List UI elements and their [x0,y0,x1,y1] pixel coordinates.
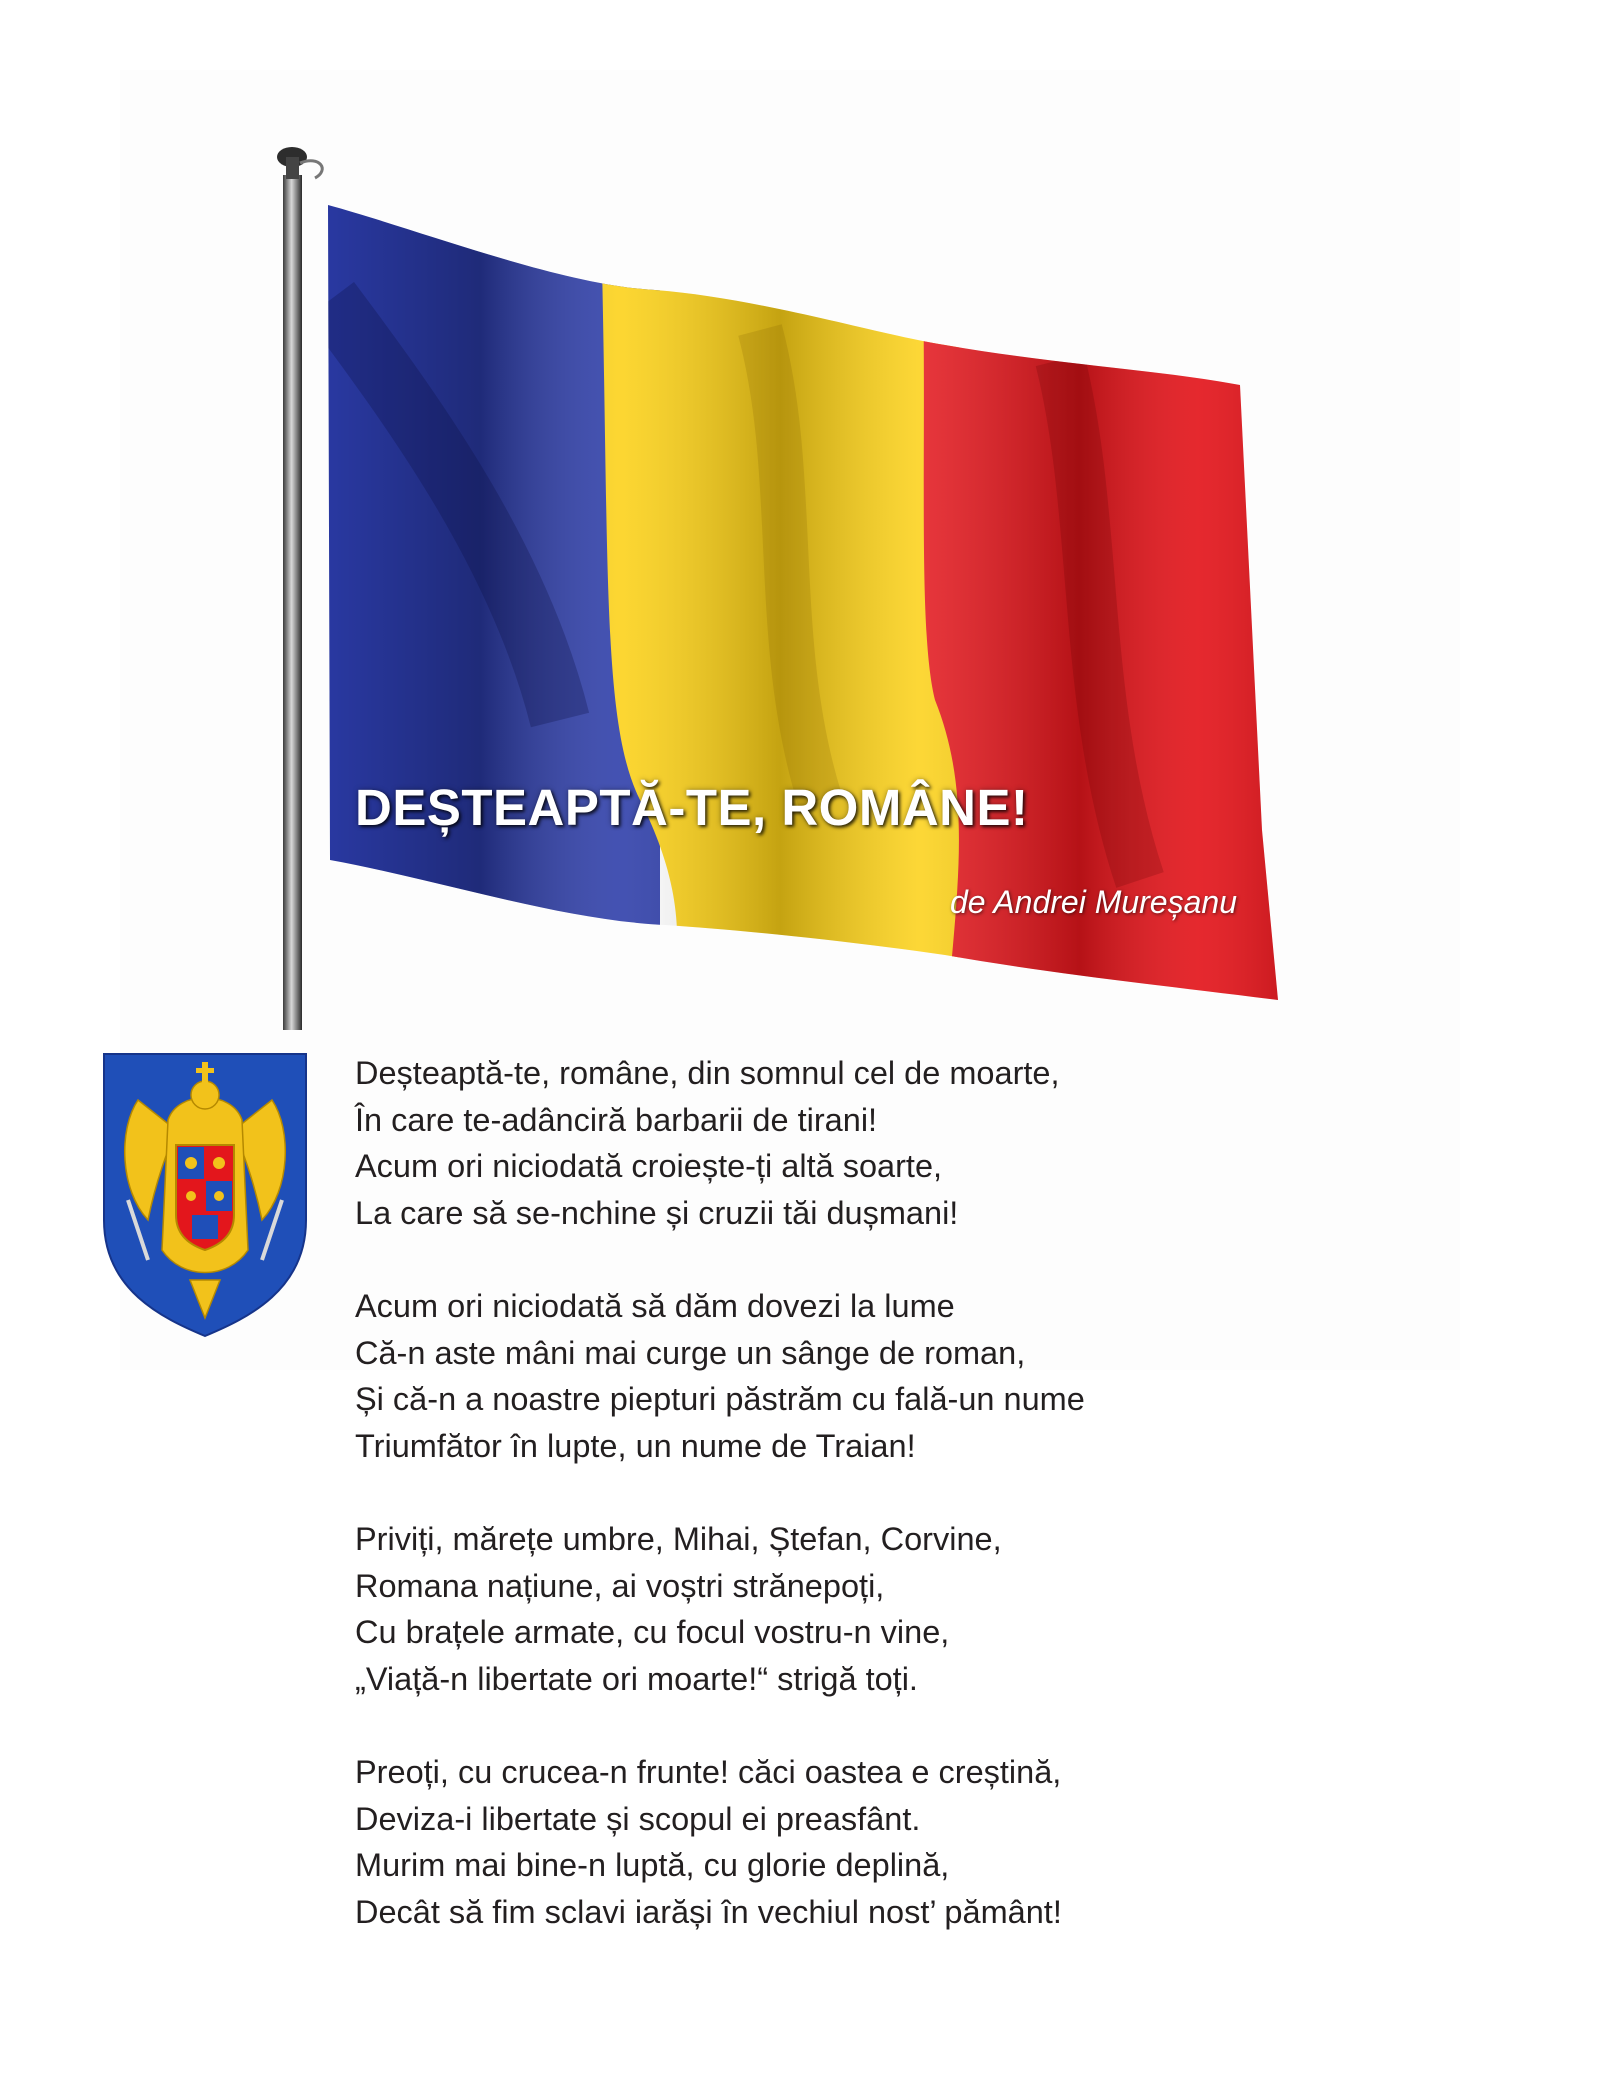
poem-line: Preoți, cu crucea-n frunte! căci oastea e creștină, [355,1754,1062,1790]
poem-line: Triumfător în lupte, un nume de Traian! [355,1427,916,1464]
stanza-4 [355,1749,1355,1935]
poem-line: Romana națiune, ai voștri strănepoți, [355,1567,885,1604]
poem-body [355,1050,1355,1982]
poem-line: Deviza-i libertate și scopul ei preasfânt. [355,1800,921,1837]
poem-line: „Viață-n libertate ori moarte!“ strigă toți. [355,1660,918,1697]
poem-line: Decât să fim sclavi iarăși în vechiul nost’ pământ! [355,1893,1062,1930]
stanza-3 [355,1516,1355,1702]
poem-line: Și că-n a noastre piepturi păstrăm cu fală-un nume [355,1381,1085,1417]
poem-line: Priviți, mărețe umbre, Mihai, Ștefan, Corvine, [355,1521,1002,1557]
poem-line: Murim mai bine-n luptă, cu glorie deplină, [355,1847,950,1883]
flag-pole-icon [277,147,322,1030]
poem-line: La care să se-nchine și cruzii tăi dușmani! [355,1194,959,1231]
poem-line: Că-n aste mâni mai curge un sânge de roman, [355,1334,1026,1371]
poem-author: de Andrei Mureșanu [950,884,1237,920]
poem-line: Deșteaptă-te, române, din somnul cel de moarte, [355,1055,1060,1091]
coat-of-arms-icon [98,1050,312,1340]
poem-line: Acum ori niciodată croiește-ți altă soarte, [355,1148,943,1184]
stanza-1 [355,1050,1355,1236]
poem-line: În care te-adânciră barbarii de tirani! [355,1101,878,1138]
poem-line: Cu brațele armate, cu focul vostru-n vine, [355,1614,950,1650]
poem-line: Acum ori niciodată să dăm dovezi la lume [355,1288,955,1324]
stanza-2 [355,1283,1355,1469]
poem-title: DEȘTEAPTĂ-TE, ROMÂNE! [355,779,1029,836]
